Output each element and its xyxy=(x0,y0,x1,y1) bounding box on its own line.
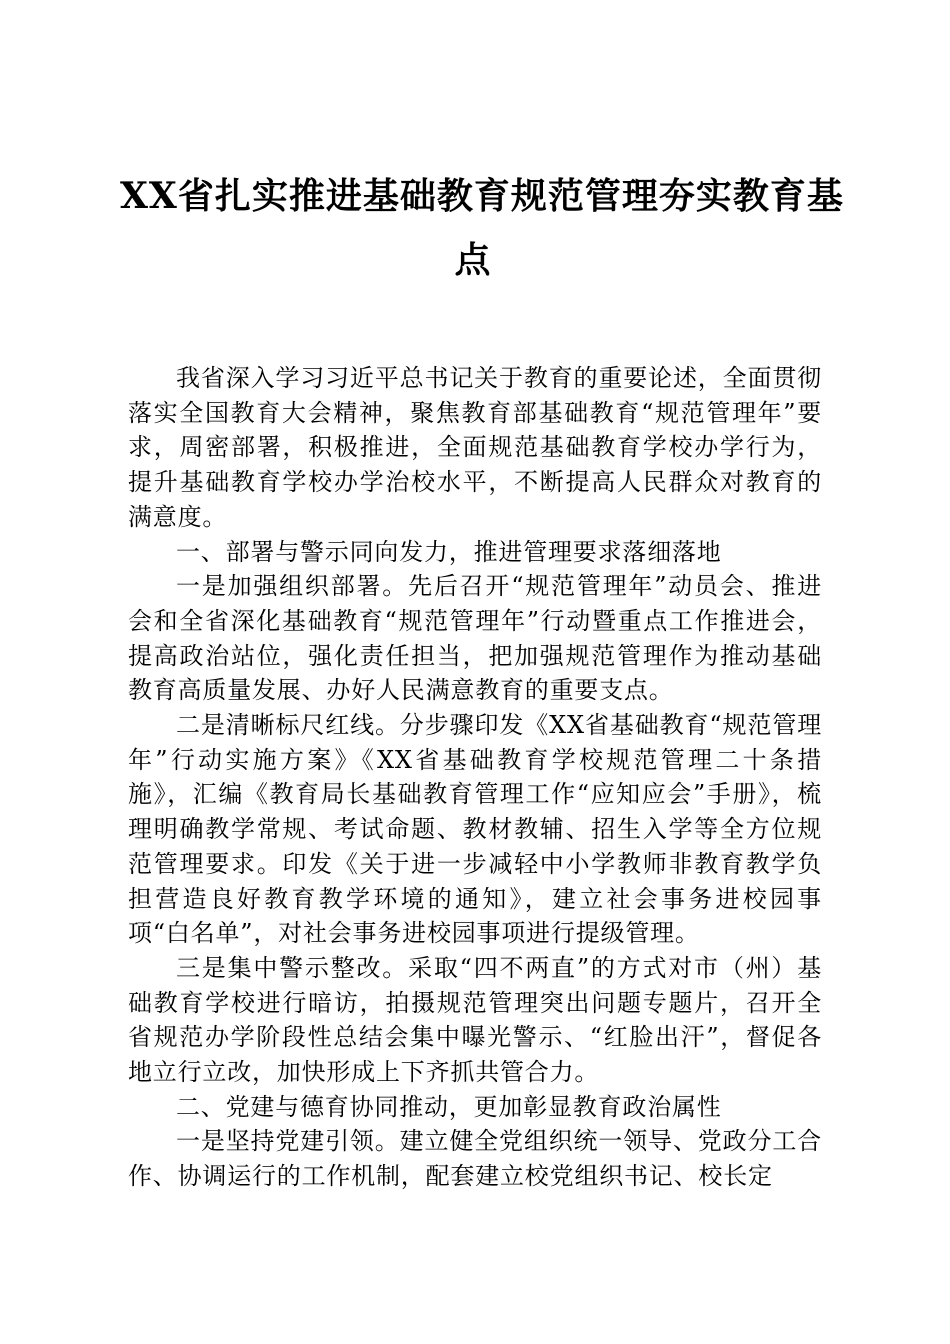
document-body xyxy=(128,361,822,1194)
title-line-2: 点 xyxy=(454,239,492,281)
section-heading-1: 一、部署与警示同向发力，推进管理要求落细落地 xyxy=(176,537,722,566)
title-line-1: XX省扎实推进基础教育规范管理夯实教育基 xyxy=(120,175,844,217)
paragraph-2-1: 一是坚持党建引领。建立健全党组织统一领导、党政分工合作、协调运行的工作机制，配套建立校党组织书记、校长定 xyxy=(128,1127,822,1191)
paragraph-1-1: 一是加强组织部署。先后召开“规范管理年”动员会、推进会和全省深化基础教育“规范管理年”行动暨重点工作推进会，提高政治站位，强化责任担当，把加强规范管理作为推动基础教育高质量发展、办好人民满意教育的重要支点。 xyxy=(128,572,822,705)
paragraph-1-3: 三是集中警示整改。采取“四不两直”的方式对市（州）基础教育学校进行暗访，拍摄规范管理突出问题专题片，召开全省规范办学阶段性总结会集中曝光警示、“红脸出汗”，督促各地立行立改，加快形成上下齐抓共管合力。 xyxy=(128,953,822,1087)
document-title xyxy=(120,164,844,292)
paragraph-1-2: 二是清晰标尺红线。分步骤印发《XX省基础教育“规范管理年”行动实施方案》《XX省基础教育学校规范管理二十条措施》，汇编《教育局长基础教育管理工作“应知应会”手册》，梳理明确教学常规、考试命题、教材教辅、招生入学等全方位规范管理要求。印发《关于进一步减轻中小学教师非教育教学负担营造良好教育教学环境的通知》，建立社会事务进校园事项“白名单”，对社会事务进校园事项进行提级管理。 xyxy=(128,711,822,948)
paragraph-intro: 我省深入学习习近平总书记关于教育的重要论述，全面贯彻落实全国教育大会精神，聚焦教育部基础教育“规范管理年”要求，周密部署，积极推进，全面规范基础教育学校办学行为，提升基础教育学校办学治校水平，不断提高人民群众对教育的满意度。 xyxy=(128,364,822,531)
section-heading-2: 二、党建与德育协同推动，更加彰显教育政治属性 xyxy=(176,1092,722,1121)
